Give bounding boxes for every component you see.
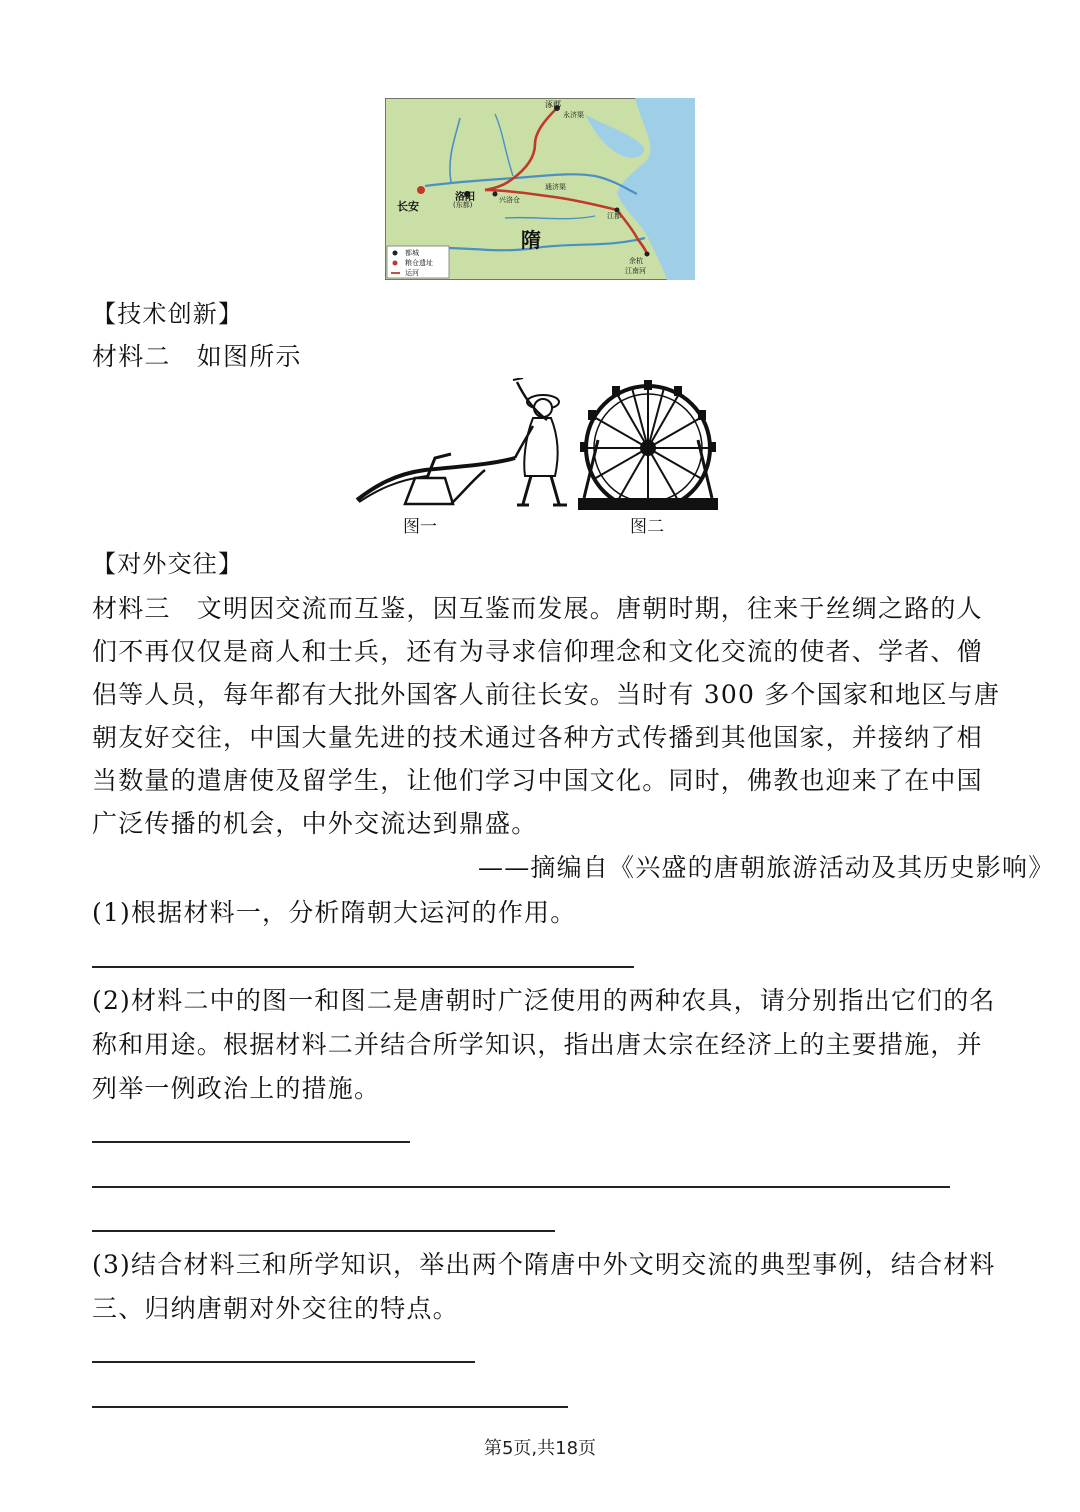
answer-blank-q1[interactable] [92, 966, 634, 968]
material-three-line-1: 材料三 文明因交流而互鉴，因互鉴而发展。唐朝时期，往来于丝绸之路的人 [92, 594, 983, 623]
figure-water-wheel [578, 380, 718, 537]
material-three-line-5: 当数量的遣唐使及留学生，让他们学习中国文化。同时，佛教也迎来了在中国 [92, 766, 983, 795]
answer-blank-q3-2[interactable] [92, 1406, 568, 1408]
question-2-line-3: 列举一例政治上的措施。 [92, 1074, 381, 1103]
material-three-line-3: 侣等人员，每年都有大批外国客人前往长安。当时有 300 多个国家和地区与唐 [92, 680, 1001, 709]
answer-blank-q2-1[interactable] [92, 1141, 410, 1143]
map-label-jiangdu: 江都 [607, 212, 621, 220]
answer-blank-q2-3[interactable] [92, 1230, 555, 1232]
question-2-line-2: 称和用途。根据材料二并结合所学知识，指出唐太宗在经济上的主要措施，并 [92, 1030, 983, 1059]
map-label-yongji: 永济渠 [563, 111, 584, 119]
material-three-line-6: 广泛传播的机会，中外交流达到鼎盛。 [92, 809, 538, 838]
map-label-zhuojun: 涿郡 [545, 100, 561, 109]
legend-granary: 粮仓遗址 [405, 259, 433, 267]
question-1: (1)根据材料一，分析隋朝大运河的作用。 [92, 898, 577, 927]
legend-capital: 都城 [405, 249, 419, 257]
map-label-jiangnan: 江南河 [625, 267, 646, 275]
section-heading-foreign: 【对外交往】 [92, 550, 244, 578]
material-three-line-2: 们不再仅仅是商人和士兵，还有为寻求信仰理念和文化交流的使者、学者、僧 [92, 637, 983, 666]
answer-blank-q3-1[interactable] [92, 1361, 475, 1363]
material-three-source: ——摘编自《兴盛的唐朝旅游活动及其历史影响》 [478, 853, 1055, 882]
question-3-line-1: (3)结合材料三和所学知识，举出两个隋唐中外文明交流的典型事例，结合材料 [92, 1250, 996, 1279]
material-three-line-4: 朝友好交往，中国大量先进的技术通过各种方式传播到其他国家，并接纳了相 [92, 723, 983, 752]
question-3-line-2: 三、归纳唐朝对外交往的特点。 [92, 1294, 459, 1323]
map-label-luoyang: 洛阳 [455, 192, 475, 203]
map-label-luoyang-sub: (东都) [453, 201, 473, 209]
answer-blank-q2-2[interactable] [92, 1186, 950, 1188]
question-2-line-1: (2)材料二中的图一和图二是唐朝时广泛使用的两种农具，请分别指出它们的名 [92, 986, 996, 1015]
page-number: 第5页,共18页 [483, 1438, 597, 1459]
grand-canal-map [385, 98, 695, 280]
map-label-xingluo: 兴洛仓 [499, 196, 520, 204]
map-label-yuhang: 余杭 [629, 257, 643, 265]
fig1-caption: 图一 [403, 517, 437, 537]
map-label-tongji: 通济渠 [545, 183, 566, 191]
section-heading-tech: 【技术创新】 [92, 300, 244, 328]
fig2-caption: 图二 [630, 517, 664, 537]
figure-curved-plow [355, 378, 570, 537]
legend-canal: 运河 [405, 269, 419, 277]
map-label-chang-an: 长安 [397, 200, 419, 213]
material-two-label: 材料二 如图所示 [92, 342, 302, 371]
map-label-sui: 隋 [521, 228, 541, 252]
